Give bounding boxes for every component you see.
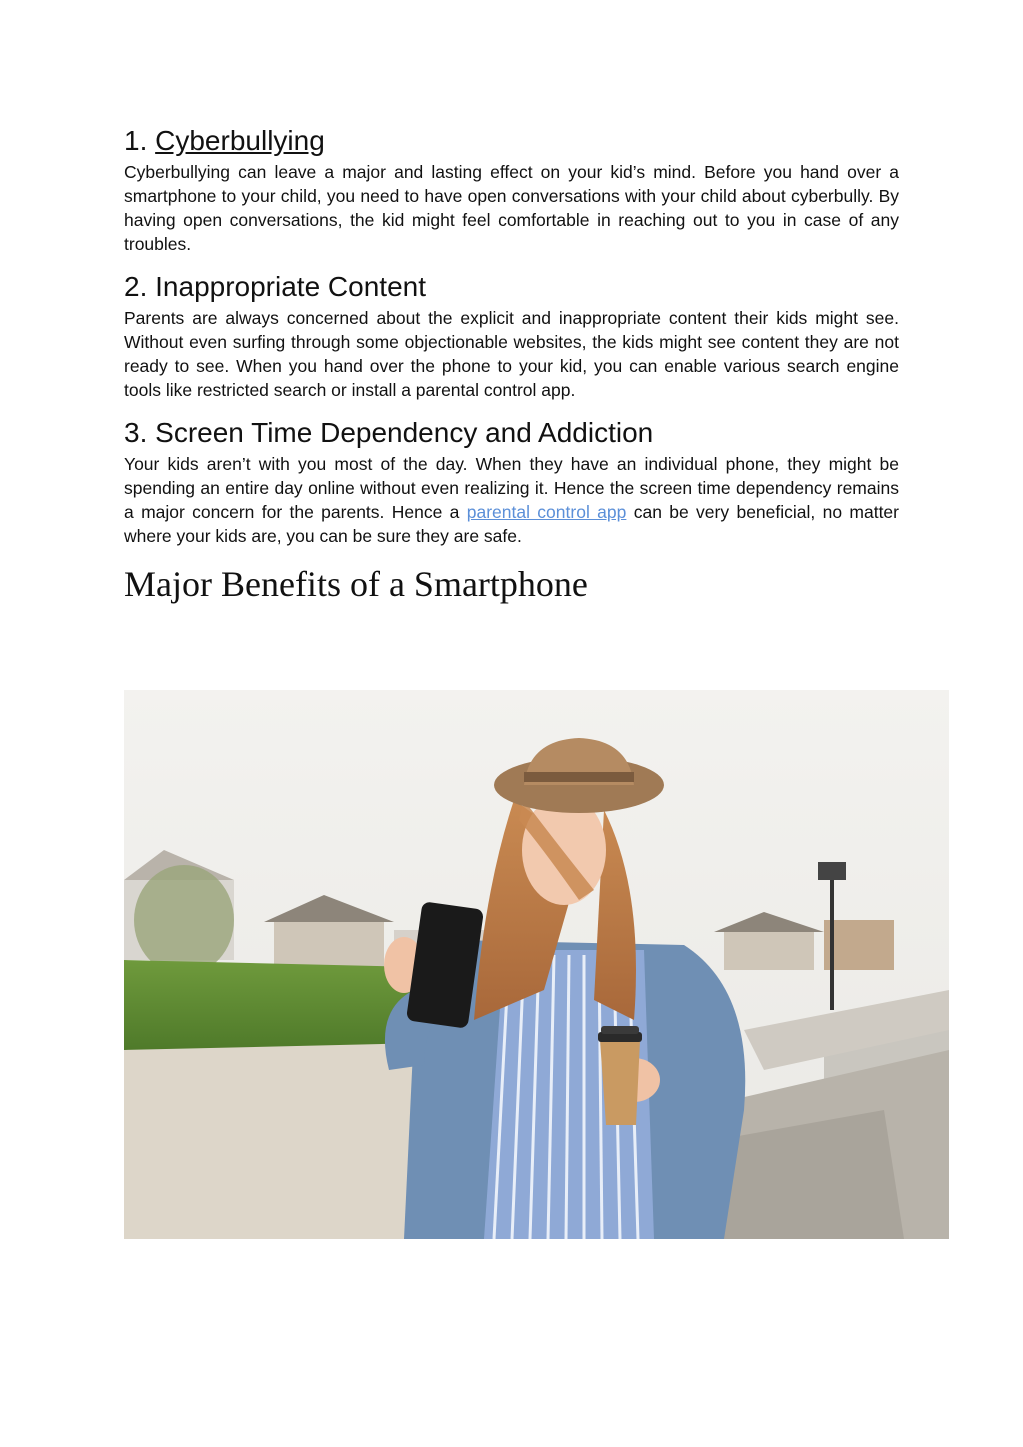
heading-title: Screen Time Dependency and Addiction (155, 417, 654, 448)
heading-number: 3. (124, 417, 156, 448)
document-content (124, 124, 899, 610)
paragraph-cyberbullying: Cyberbullying can leave a major and lasting effect on your kid’s mind. Before you hand over a smartphone to your child, you need to have open conversations with your child about cyberbully. By having open conversations, the kid might feel comfortable in reaching out to you in case of any troubles. (124, 162, 899, 254)
paragraph-inappropriate-content: Parents are always concerned about the explicit and inappropriate content their kids might see. Without even surfing through some objectionable websites, the kids might see content they are not ready to see. When you hand over the phone to your kid, you can enable various search engine tools like restricted search or install a parental control app. (124, 308, 899, 400)
paragraph-text: can be very beneficial, no matter where your kids are, you can be sure they are safe. (124, 502, 899, 546)
heading-inappropriate-content (124, 270, 899, 304)
photo-girl-with-smartphone (124, 690, 949, 1239)
heading-cyberbullying (124, 124, 899, 158)
parental-control-app-link[interactable]: parental control app (466, 502, 627, 522)
heading-number: 2. (124, 271, 156, 302)
heading-title: Cyberbullying (155, 125, 325, 156)
heading-number: 1. (124, 125, 156, 156)
heading-title: Inappropriate Content (155, 271, 426, 302)
major-benefits-heading: Major Benefits of a Smartphone (124, 564, 588, 604)
heading-screen-time (124, 416, 899, 450)
photo-illustration (124, 690, 949, 1239)
paragraph-screen-time (124, 452, 899, 548)
paragraph-text: Your kids aren’t with you most of the day. When they have an individual phone, they might be spending an entire day online without even realizing it. Hence the screen time dependency remains a major concern for the parents. Hence a (124, 454, 899, 522)
